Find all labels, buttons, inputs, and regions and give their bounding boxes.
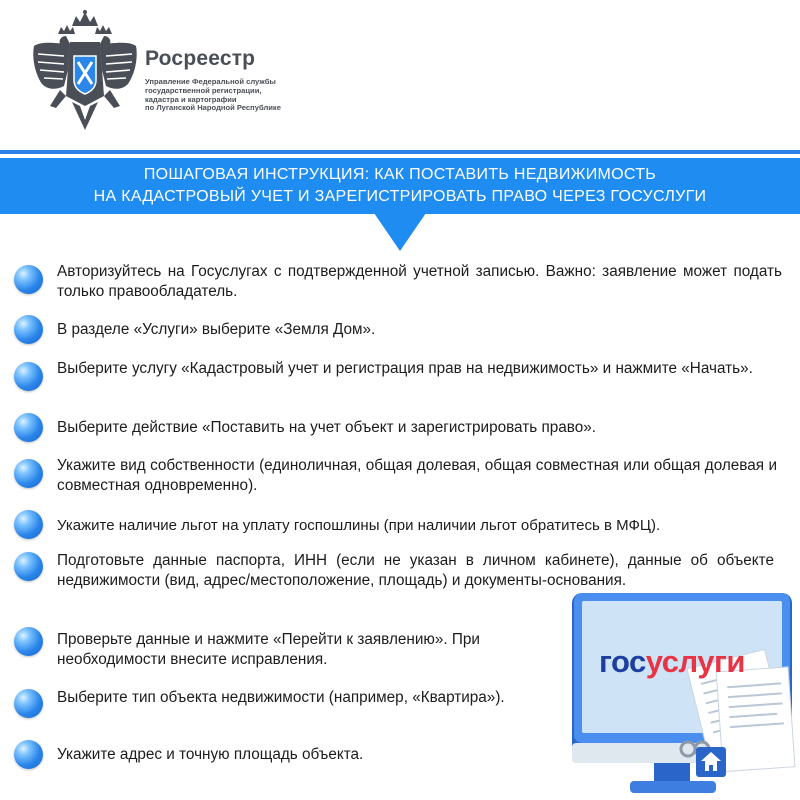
- step-1: Авторизуйтесь на Госуслугах с подтвержденной учетной записью. Важно: заявление может подать только правообладатель.: [57, 263, 782, 300]
- divider-line: [0, 150, 800, 154]
- step-2: В разделе «Услуги» выберите «Земля Дом».: [57, 321, 376, 338]
- step-bullet-icon: [14, 413, 43, 442]
- step-bullet-icon: [14, 552, 43, 581]
- brand-subtitle-line: Управление Федеральной службы: [145, 77, 276, 86]
- banner-title: ПОШАГОВАЯ ИНСТРУКЦИЯ: КАК ПОСТАВИТЬ НЕДВИЖИМОСТЬ НА КАДАСТРОВЫЙ УЧЕТ И ЗАРЕГИСТРИРОВАТЬ ПРАВО ЧЕРЕЗ ГОСУСЛУГИ: [93, 166, 707, 205]
- gosuslugi-logo-part2: услуги: [645, 644, 745, 679]
- step-bullet-icon: [14, 362, 43, 391]
- step-4: Выберите действие «Поставить на учет объект и зарегистрировать право».: [57, 419, 596, 436]
- step-3: Выберите услугу «Кадастровый учет и регистрация прав на недвижимость» и нажмите «Начать».: [57, 360, 753, 377]
- step-bullet-icon: [14, 265, 43, 294]
- gosuslugi-logo: [599, 645, 745, 679]
- step-bullet-icon: [14, 689, 43, 718]
- brand-subtitle: [145, 78, 315, 113]
- step-bullet-icon: [14, 627, 43, 656]
- brand-subtitle-line: государственной регистрации,: [145, 85, 262, 95]
- gosuslugi-logo-part1: гос: [599, 644, 646, 679]
- step-5: Укажите вид собственности (единоличная, общая долевая, общая совместная или общая долевая и совместная одновременно).: [57, 457, 777, 494]
- arrow-down-icon: [374, 213, 426, 251]
- step-7: Подготовьте данные паспорта, ИНН (если не указан в личном кабинете), данные об объекте недвижимости (вид, адрес/местоположение, площадь) и документы-основания.: [57, 552, 774, 589]
- step-bullet-icon: [14, 315, 43, 344]
- step-bullet-icon: [14, 740, 43, 769]
- step-6: Укажите наличие льгот на уплату госпошлины (при наличии льгот обратитесь в МФЦ).: [57, 517, 661, 534]
- brand-subtitle-line: кадастра и картографии: [145, 94, 237, 104]
- step-bullet-icon: [14, 459, 43, 488]
- step-bullet-icon: [14, 510, 43, 539]
- rosreestr-emblem-icon: [30, 10, 140, 132]
- step-8: Проверьте данные и нажмите «Перейти к заявлению». При необходимости внесите исправления.: [57, 631, 480, 668]
- computer-monitor-icon: [560, 585, 800, 800]
- step-10: Укажите адрес и точную площадь объекта.: [57, 746, 364, 763]
- brand-name: Росреестр: [145, 47, 256, 70]
- step-9: Выберите тип объекта недвижимости (например, «Квартира»).: [57, 689, 505, 706]
- brand-subtitle-line: по Луганской Народной Республике: [145, 103, 281, 113]
